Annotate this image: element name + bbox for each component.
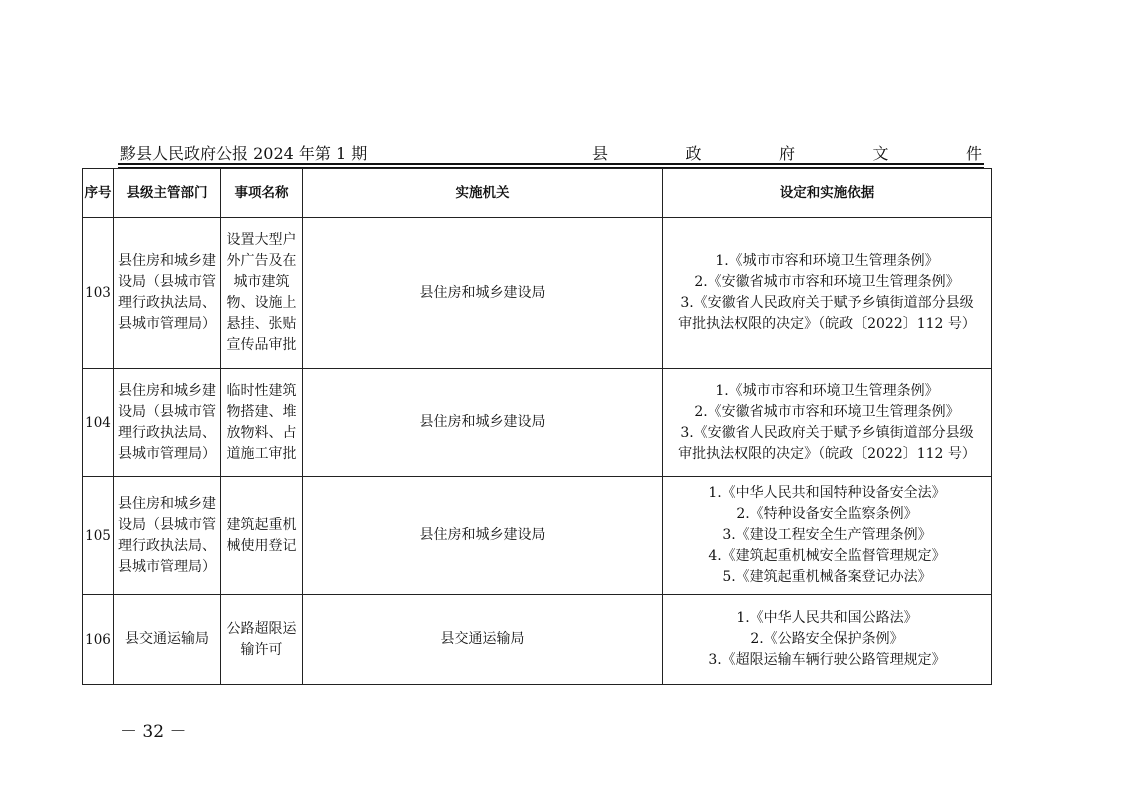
row-dept: 县交通运输局 xyxy=(114,595,221,685)
row-dept: 县住房和城乡建设局（县城市管理行政执法局、县城市管理局） xyxy=(114,369,221,477)
basis-line: 2.《公路安全保护条例》 xyxy=(750,631,904,647)
section-title xyxy=(592,141,982,164)
row-dept: 县住房和城乡建设局（县城市管理行政执法局、县城市管理局） xyxy=(114,218,221,369)
basis-line: 3.《安徽省人民政府关于赋予乡镇街道部分县级 xyxy=(680,424,974,441)
basis-line: 5.《建筑起重机械备案登记办法》 xyxy=(722,569,932,585)
basis-line: 1.《中华人民共和国公路法》 xyxy=(736,610,918,626)
table-row xyxy=(83,595,992,685)
gazette-title: 黟县人民政府公报 2024 年第 1 期 xyxy=(120,144,368,163)
row-agency: 县住房和城乡建设局 xyxy=(303,218,663,369)
header-no: 序号 xyxy=(83,169,114,218)
basis-line: 3.《安徽省人民政府关于赋予乡镇街道部分县级 xyxy=(680,295,974,311)
table-row xyxy=(83,369,992,477)
row-number: 104 xyxy=(83,369,114,477)
basis-line: 1.《城市市容和环境卫生管理条例》 xyxy=(715,382,939,399)
header-agency: 实施机关 xyxy=(303,169,663,218)
basis-line: 审批执法权限的决定》（皖政〔2022〕112 号） xyxy=(678,445,976,462)
row-item: 临时性建筑物搭建、堆放物料、占道施工审批 xyxy=(221,369,303,477)
header-dept: 县级主管部门 xyxy=(114,169,221,218)
row-agency: 县住房和城乡建设局 xyxy=(303,477,663,595)
row-dept: 县住房和城乡建设局（县城市管理行政执法局、县城市管理局） xyxy=(114,477,221,595)
row-item: 公路超限运输许可 xyxy=(221,595,303,685)
page-number: － 32 － xyxy=(120,722,187,742)
basis-line: 2.《特种设备安全监察条例》 xyxy=(736,506,918,522)
row-number: 106 xyxy=(83,595,114,685)
table-header-row xyxy=(83,169,992,218)
basis-line: 2.《安徽省城市市容和环境卫生管理条例》 xyxy=(694,274,960,290)
section-title-char: 府 xyxy=(778,144,795,163)
section-title-char: 县 xyxy=(592,144,609,163)
row-number: 105 xyxy=(83,477,114,595)
row-basis xyxy=(663,477,992,595)
basis-line: 1.《城市市容和环境卫生管理条例》 xyxy=(715,253,939,269)
basis-line: 4.《建筑起重机械安全监督管理规定》 xyxy=(708,548,946,564)
table-row xyxy=(83,477,992,595)
basis-line: 审批执法权限的决定》（皖政〔2022〕112 号） xyxy=(678,316,976,332)
section-title-char: 文 xyxy=(872,144,889,163)
row-item: 建筑起重机械使用登记 xyxy=(221,477,303,595)
basis-line: 1.《中华人民共和国特种设备安全法》 xyxy=(708,485,946,501)
row-basis xyxy=(663,595,992,685)
document-header xyxy=(120,141,982,165)
basis-line: 3.《建设工程安全生产管理条例》 xyxy=(722,527,932,543)
header-item: 事项名称 xyxy=(221,169,303,218)
row-item: 设置大型户外广告及在城市建筑物、设施上悬挂、张贴宣传品审批 xyxy=(221,218,303,369)
header-basis: 设定和实施依据 xyxy=(663,169,992,218)
header-rule-thick xyxy=(118,163,984,165)
section-title-char: 件 xyxy=(965,144,982,163)
row-number: 103 xyxy=(83,218,114,369)
row-basis xyxy=(663,218,992,369)
basis-line: 3.《超限运输车辆行驶公路管理规定》 xyxy=(708,652,946,668)
basis-line: 2.《安徽省城市市容和环境卫生管理条例》 xyxy=(694,403,960,420)
table-row xyxy=(83,218,992,369)
row-agency: 县住房和城乡建设局 xyxy=(303,369,663,477)
row-basis xyxy=(663,369,992,477)
row-agency: 县交通运输局 xyxy=(303,595,663,685)
approval-items-table xyxy=(82,168,992,685)
section-title-char: 政 xyxy=(685,144,702,163)
